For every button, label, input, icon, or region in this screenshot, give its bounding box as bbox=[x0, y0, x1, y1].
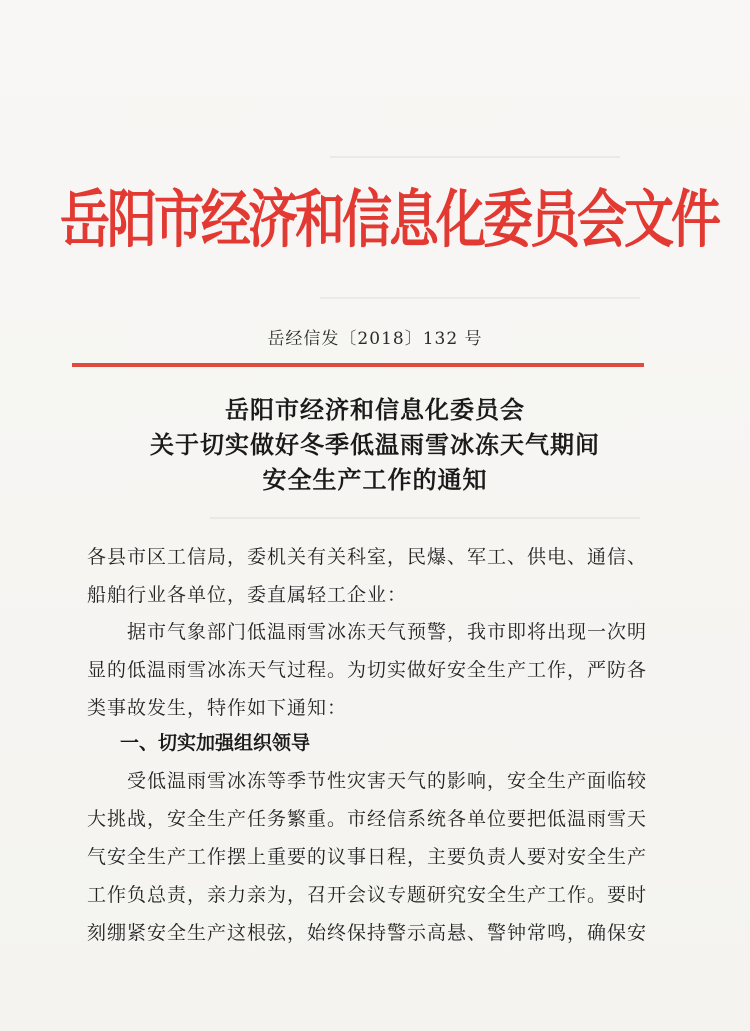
section-1-line-3: 气安全生产工作摆上重要的议事日程，主要负责人要对安全生产 bbox=[87, 846, 648, 868]
notice-title-line-2: 关于切实做好冬季低温雨雪冰冻天气期间 bbox=[150, 430, 600, 459]
bleed-through-line bbox=[210, 517, 640, 519]
section-heading-1: 一、切实加强组织领导 bbox=[120, 732, 311, 754]
bleed-through-line bbox=[330, 156, 620, 158]
intro-line-1: 据市气象部门低温雨雪冰冻天气预警，我市即将出现一次明 bbox=[87, 621, 648, 643]
section-1-line-1: 受低温雨雪冰冻等季节性灾害天气的影响，安全生产面临较 bbox=[87, 770, 648, 792]
document-masthead: 岳阳市经济和信息化委员会文件 bbox=[60, 182, 718, 256]
document-number: 岳经信发〔2018〕132 号 bbox=[267, 329, 483, 349]
red-divider-rule bbox=[72, 363, 644, 367]
intro-line-2: 显的低温雨雪冰冻天气过程。为切实做好安全生产工作，严防各 bbox=[87, 659, 648, 681]
notice-title-line-1: 岳阳市经济和信息化委员会 bbox=[225, 395, 525, 424]
section-1-line-5: 刻绷紧安全生产这根弦，始终保持警示高悬、警钟常鸣，确保安 bbox=[87, 922, 648, 944]
section-1-line-4: 工作负总责，亲力亲为，召开会议专题研究安全生产工作。要时 bbox=[87, 884, 648, 906]
intro-line-3: 类事故发生，特作如下通知： bbox=[87, 697, 348, 719]
bleed-through-line bbox=[320, 297, 640, 299]
notice-title-line-3: 安全生产工作的通知 bbox=[262, 465, 488, 494]
section-1-line-2: 大挑战，安全生产任务繁重。市经信系统各单位要把低温雨雪天 bbox=[87, 808, 648, 830]
addressee-line-1: 各县市区工信局，委机关有关科室，民爆、军工、供电、通信、 bbox=[87, 546, 648, 568]
addressee-line-2: 船舶行业各单位，委直属轻工企业： bbox=[87, 584, 408, 606]
